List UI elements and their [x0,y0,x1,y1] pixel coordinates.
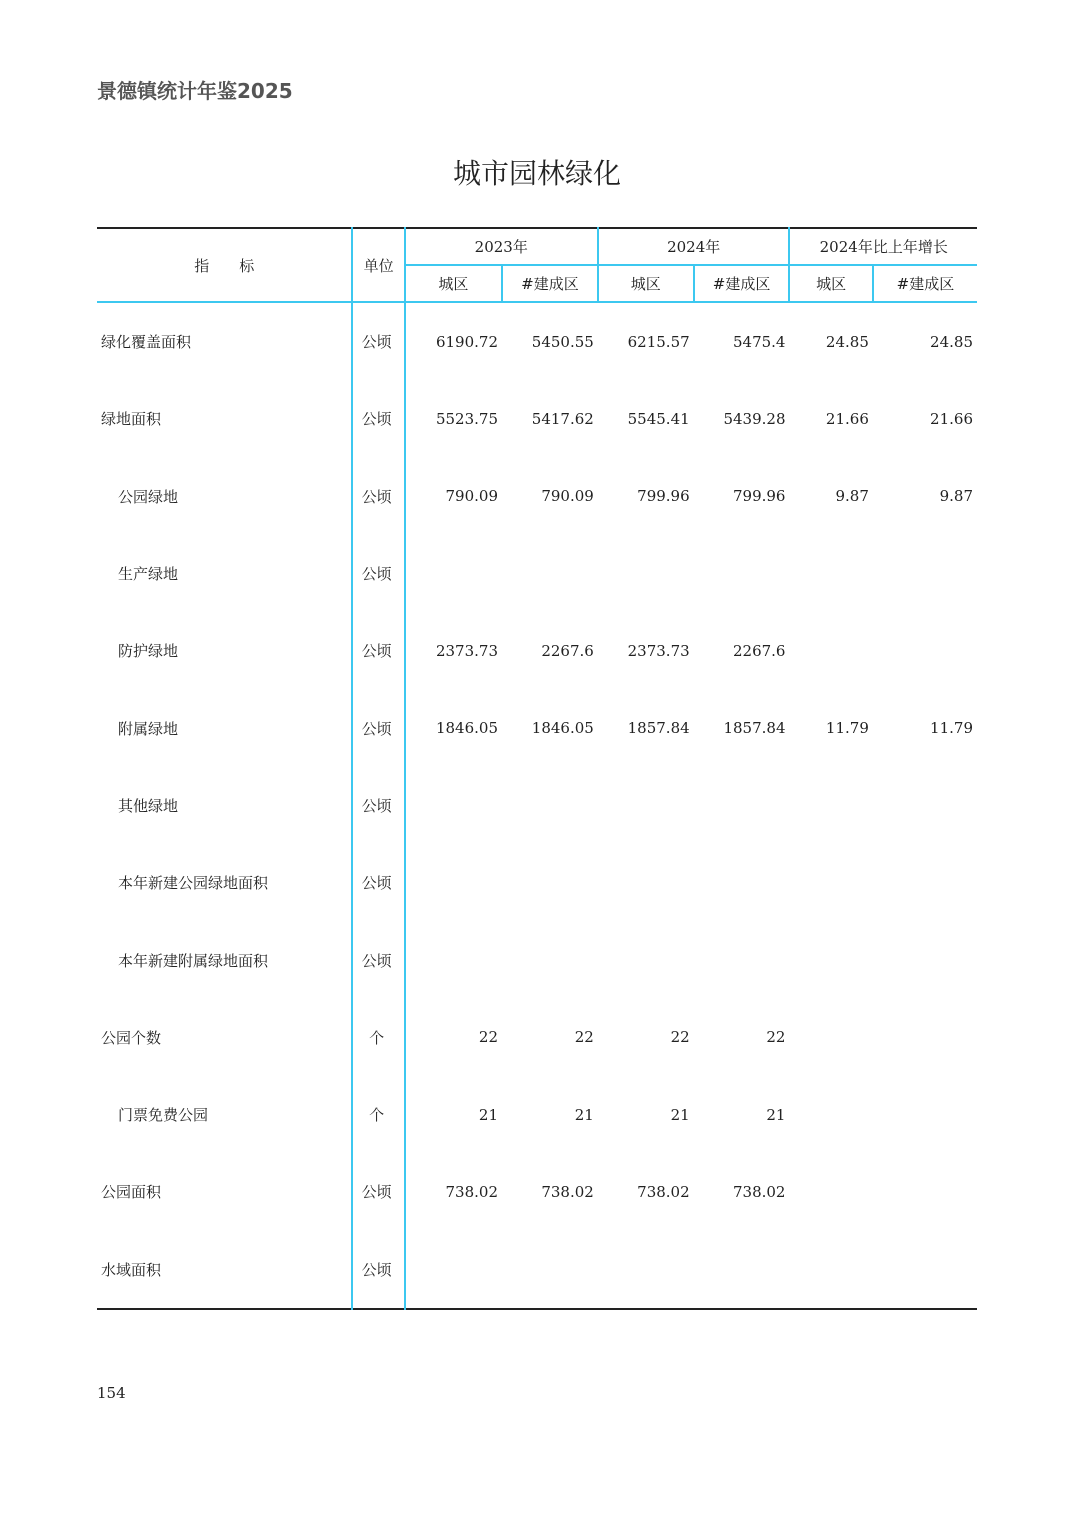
unit: 公顷 [352,458,404,535]
value-cell: 21 [670,1105,690,1124]
value-cell: 22 [766,1028,786,1047]
data-table [97,227,977,1310]
value-cell [873,921,977,998]
value-cell: 1857.84 [627,719,690,738]
table-row [97,1153,977,1230]
value-cell [789,999,872,1076]
value-cell: 21.66 [930,409,973,428]
indicator-name: 公园个数 [97,999,352,1076]
value-cell: 21 [766,1105,786,1124]
value-cell [873,844,977,921]
value-cell: 2267.6 [732,641,786,660]
header-indicator: 指 标 [97,228,352,302]
value-cell [405,767,502,844]
value-cell: 738.02 [541,1182,594,1201]
indicator-name: 其他绿地 [97,767,352,844]
value-cell [694,844,790,921]
table-row [97,1076,977,1153]
value-cell: 11.79 [930,719,973,738]
value-cell: 5417.62 [531,409,594,428]
value-cell: 22 [478,1028,498,1047]
value-cell: 1857.84 [723,719,786,738]
header-urban: 城区 [405,265,502,302]
value-cell: 5523.75 [435,409,498,428]
value-cell [405,844,502,921]
indicator-name: 门票免费公园 [97,1076,352,1153]
value-cell [789,1231,872,1309]
table-row [97,689,977,766]
value-cell [405,535,502,612]
value-cell [694,767,790,844]
value-cell [694,921,790,998]
table-row [97,844,977,921]
value-cell: 21 [478,1105,498,1124]
header-year: 2023年 [405,228,598,265]
value-cell [873,1076,977,1153]
value-cell [873,999,977,1076]
indicator-name: 水域面积 [97,1231,352,1309]
unit: 公顷 [352,844,404,921]
value-cell: 2267.6 [541,641,594,660]
value-cell [873,1153,977,1230]
value-cell [502,844,598,921]
value-cell: 22 [670,1028,690,1047]
header-unit: 单位 [352,228,404,302]
header-year: 2024年比上年增长 [789,228,977,265]
indicator-name: 绿化覆盖面积 [97,302,352,380]
value-cell: 5450.55 [531,332,594,351]
value-cell: 9.87 [835,487,869,506]
value-cell [598,844,694,921]
table-row [97,535,977,612]
value-cell [789,767,872,844]
indicator-name: 本年新建公园绿地面积 [97,844,352,921]
page-number: 154 [97,1384,126,1402]
indicator-name: 本年新建附属绿地面积 [97,921,352,998]
value-cell: 738.02 [637,1182,690,1201]
unit: 个 [352,1076,404,1153]
indicator-name: 公园绿地 [97,458,352,535]
unit: 公顷 [352,1153,404,1230]
indicator-name: 公园面积 [97,1153,352,1230]
value-cell: 21.66 [825,409,869,428]
value-cell [789,535,872,612]
indicator-name: 附属绿地 [97,689,352,766]
header-urban: 城区 [789,265,872,302]
table-row [97,767,977,844]
value-cell: 799.96 [637,487,690,506]
value-cell [598,1231,694,1309]
value-cell [502,535,598,612]
table-row [97,380,977,457]
unit: 个 [352,999,404,1076]
table-row [97,999,977,1076]
value-cell [789,921,872,998]
value-cell: 790.09 [445,487,498,506]
unit: 公顷 [352,921,404,998]
value-cell [598,767,694,844]
indicator-name: 防护绿地 [97,612,352,689]
value-cell: 6215.57 [627,332,690,351]
value-cell: 22 [574,1028,594,1047]
value-cell: 1846.05 [531,719,594,738]
value-cell: 24.85 [930,332,973,351]
value-cell [694,535,790,612]
value-cell [789,1076,872,1153]
value-cell: 1846.05 [435,719,498,738]
value-cell: 5545.41 [627,409,690,428]
value-cell: 6190.72 [435,332,498,351]
header-built: #建成区 [873,265,977,302]
value-cell: 24.85 [825,332,869,351]
value-cell: 9.87 [939,487,973,506]
unit: 公顷 [352,535,404,612]
value-cell [873,612,977,689]
value-cell: 799.96 [732,487,786,506]
indicator-name: 绿地面积 [97,380,352,457]
page-title: 城市园林绿化 [452,157,621,190]
value-cell [405,1231,502,1309]
unit: 公顷 [352,689,404,766]
value-cell [873,767,977,844]
unit: 公顷 [352,302,404,380]
value-cell: 738.02 [445,1182,498,1201]
header-urban: 城区 [598,265,694,302]
value-cell: 11.79 [825,719,869,738]
header-year: 2024年 [598,228,790,265]
value-cell [502,1231,598,1309]
unit: 公顷 [352,1231,404,1309]
value-cell [405,921,502,998]
table-row [97,302,977,380]
value-cell: 2373.73 [435,641,498,660]
table-row [97,921,977,998]
value-cell [598,921,694,998]
book-header: 景德镇统计年鉴2025 [97,79,293,103]
value-cell [598,535,694,612]
value-cell [694,1231,790,1309]
value-cell [502,767,598,844]
value-cell [789,844,872,921]
unit: 公顷 [352,612,404,689]
value-cell: 5439.28 [723,409,786,428]
value-cell: 738.02 [732,1182,786,1201]
value-cell: 2373.73 [627,641,690,660]
table-row [97,458,977,535]
value-cell [873,1231,977,1309]
value-cell [789,1153,872,1230]
unit: 公顷 [352,767,404,844]
value-cell: 790.09 [541,487,594,506]
unit: 公顷 [352,380,404,457]
indicator-name: 生产绿地 [97,535,352,612]
table-row [97,612,977,689]
value-cell [502,921,598,998]
value-cell: 5475.4 [732,332,786,351]
value-cell [789,612,872,689]
value-cell: 21 [574,1105,594,1124]
table-row [97,1231,977,1309]
header-built: #建成区 [694,265,790,302]
value-cell [873,535,977,612]
header-built: #建成区 [502,265,598,302]
